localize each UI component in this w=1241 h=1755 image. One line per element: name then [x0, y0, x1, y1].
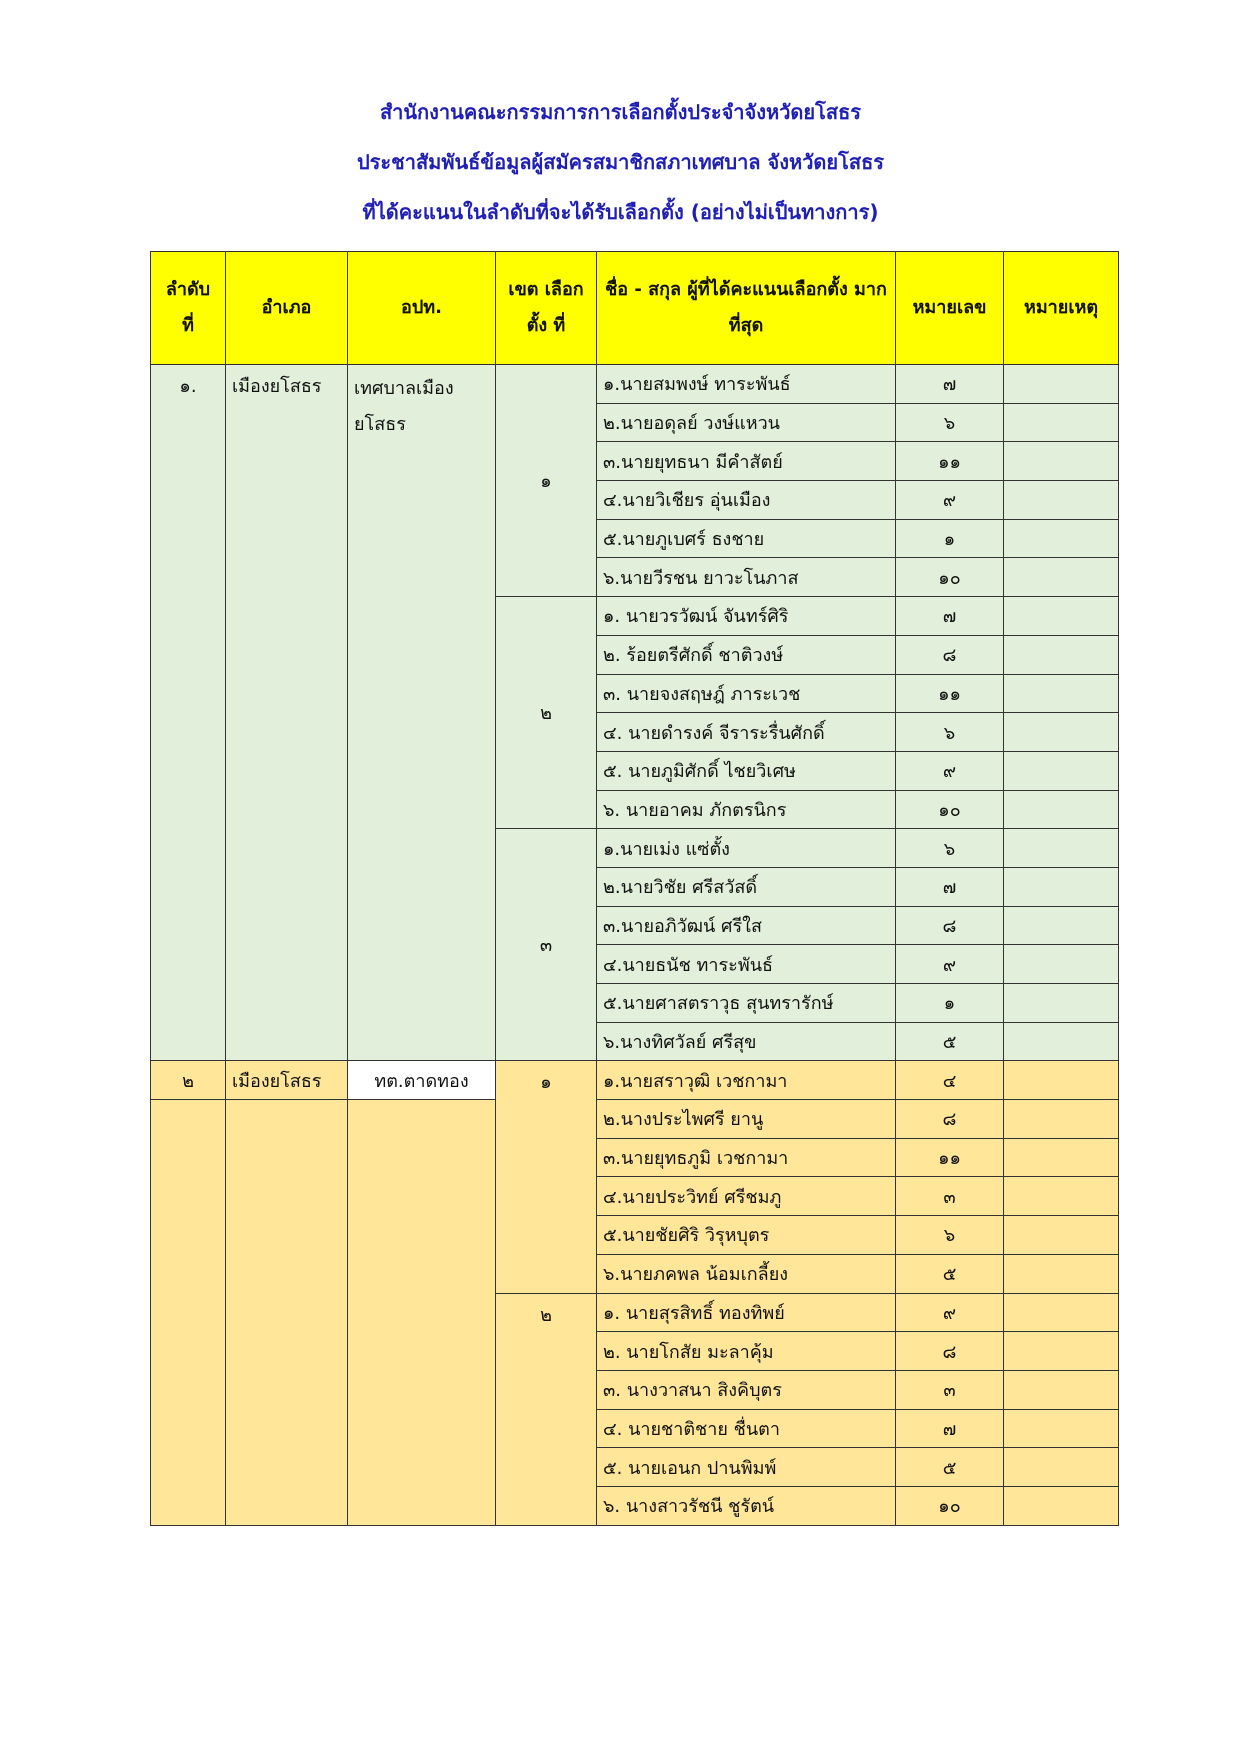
candidate-number: ๕	[896, 1022, 1004, 1061]
candidate-name: ๑.นายสมพงษ์ ทาระพันธ์	[597, 365, 896, 404]
candidate-name: ๓. นางวาสนา สิงคิบุตร	[597, 1370, 896, 1409]
amphoe-cell: เมืองยโสธร	[226, 1061, 348, 1100]
remark-cell	[1004, 635, 1119, 674]
candidate-name: ๕.นายศาสตราวุธ สุนทรารักษ์	[597, 984, 896, 1023]
candidate-number: ๘	[896, 635, 1004, 674]
remark-cell	[1004, 1100, 1119, 1139]
remark-cell	[1004, 1409, 1119, 1448]
candidate-number: ๕	[896, 1254, 1004, 1293]
candidate-name: ๔. นายดำรงค์ จีราระรื่นศักดิ์	[597, 713, 896, 752]
remark-cell	[1004, 442, 1119, 481]
remark-cell	[1004, 906, 1119, 945]
remark-cell	[1004, 1332, 1119, 1371]
header-line-3: ที่ได้คะแนนในลำดับที่จะได้รับเลือกตั้ง (อย่างไม่เป็นทางการ)	[362, 200, 879, 224]
remark-cell	[1004, 1061, 1119, 1100]
order-cell-blank	[151, 1100, 226, 1526]
remark-cell	[1004, 597, 1119, 636]
opt-cell-blank	[348, 1100, 496, 1526]
candidate-name: ๖. นางสาวรัชนี ชูรัตน์	[597, 1486, 896, 1525]
candidate-name: ๔.นายประวิทย์ ศรีชมภู	[597, 1177, 896, 1216]
remark-cell	[1004, 1022, 1119, 1061]
candidate-name: ๑.นายเม่ง แซ่ตั้ง	[597, 829, 896, 868]
remark-cell	[1004, 403, 1119, 442]
remark-cell	[1004, 1448, 1119, 1487]
candidate-number: ๑๐	[896, 558, 1004, 597]
col-name: ชื่อ - สกุล ผู้ที่ได้คะแนนเลือกตั้ง มากที่สุด	[597, 252, 896, 365]
col-remark: หมายเหตุ	[1004, 252, 1119, 365]
opt-cell: ทต.ตาดทอง	[348, 1061, 496, 1100]
candidate-number: ๗	[896, 365, 1004, 404]
candidate-number: ๙	[896, 945, 1004, 984]
candidate-name: ๓.นายยุทธนา มีคำสัตย์	[597, 442, 896, 481]
order-cell: ๒	[151, 1061, 226, 1100]
results-table	[150, 251, 1119, 1526]
remark-cell	[1004, 1293, 1119, 1332]
remark-cell	[1004, 945, 1119, 984]
col-opt: อปท.	[348, 252, 496, 365]
remark-cell	[1004, 1254, 1119, 1293]
remark-cell	[1004, 1177, 1119, 1216]
candidate-number: ๘	[896, 1332, 1004, 1371]
zone-cell: ๒	[496, 597, 597, 829]
candidate-number: ๕	[896, 1448, 1004, 1487]
col-number: หมายเลข	[896, 252, 1004, 365]
candidate-name: ๔.นายวิเชียร อุ่นเมือง	[597, 481, 896, 520]
candidate-name: ๒. ร้อยตรีศักดิ์ ชาติวงษ์	[597, 635, 896, 674]
table-row	[151, 365, 1119, 404]
candidate-name: ๓.นายยุทธภูมิ เวชกามา	[597, 1138, 896, 1177]
candidate-number: ๗	[896, 1409, 1004, 1448]
candidate-name: ๖. นายอาคม ภักตรนิกร	[597, 790, 896, 829]
remark-cell	[1004, 984, 1119, 1023]
col-zone: เขต เลือกตั้ง ที่	[496, 252, 597, 365]
candidate-number: ๑	[896, 984, 1004, 1023]
order-cell: ๑.	[151, 365, 226, 1061]
remark-cell	[1004, 790, 1119, 829]
candidate-number: ๖	[896, 829, 1004, 868]
candidate-number: ๔	[896, 1061, 1004, 1100]
candidate-name: ๕.นายภูเบศร์ ธงชาย	[597, 519, 896, 558]
header-line-1: สำนักงานคณะกรรมการการเลือกตั้งประจำจังหวัดยโสธร	[379, 100, 862, 124]
candidate-name: ๔. นายชาติชาย ชื่นตา	[597, 1409, 896, 1448]
col-amphoe: อำเภอ	[226, 252, 348, 365]
remark-cell	[1004, 1138, 1119, 1177]
candidate-number: ๑๐	[896, 790, 1004, 829]
candidate-number: ๗	[896, 597, 1004, 636]
candidate-number: ๑๑	[896, 442, 1004, 481]
candidate-name: ๖.นายวีรชน ยาวะโนภาส	[597, 558, 896, 597]
zone-cell: ๑	[496, 1061, 597, 1293]
zone-cell: ๑	[496, 365, 597, 597]
candidate-number: ๗	[896, 867, 1004, 906]
remark-cell	[1004, 1370, 1119, 1409]
zone-cell: ๓	[496, 829, 597, 1061]
candidate-name: ๒. นายโกสัย มะลาคุ้ม	[597, 1332, 896, 1371]
candidate-number: ๙	[896, 751, 1004, 790]
candidate-number: ๘	[896, 1100, 1004, 1139]
candidate-name: ๑. นายสุรสิทธิ์ ทองทิพย์	[597, 1293, 896, 1332]
remark-cell	[1004, 519, 1119, 558]
candidate-name: ๔.นายธนัช ทาระพันธ์	[597, 945, 896, 984]
candidate-name: ๒.นายวิชัย ศรีสวัสดิ์	[597, 867, 896, 906]
candidate-name: ๕. นายภูมิศักดิ์ ไชยวิเศษ	[597, 751, 896, 790]
candidate-name: ๒.นายอดุลย์ วงษ์แหวน	[597, 403, 896, 442]
table-header-row	[151, 252, 1119, 365]
candidate-name: ๖.นางทิศวัลย์ ศรีสุข	[597, 1022, 896, 1061]
candidate-number: ๓	[896, 1370, 1004, 1409]
remark-cell	[1004, 713, 1119, 752]
remark-cell	[1004, 674, 1119, 713]
table-row	[151, 1100, 1119, 1139]
candidate-name: ๑. นายวรวัฒน์ จันทร์ศิริ	[597, 597, 896, 636]
remark-cell	[1004, 867, 1119, 906]
candidate-name: ๒.นางประไพศรี ยานู	[597, 1100, 896, 1139]
candidate-number: ๑๑	[896, 1138, 1004, 1177]
table-row	[151, 1061, 1119, 1100]
candidate-number: ๘	[896, 906, 1004, 945]
remark-cell	[1004, 751, 1119, 790]
candidate-name: ๓. นายจงสฤษฎ์ ภาระเวช	[597, 674, 896, 713]
candidate-number: ๑๐	[896, 1486, 1004, 1525]
candidate-number: ๙	[896, 1293, 1004, 1332]
candidate-number: ๙	[896, 481, 1004, 520]
candidate-number: ๓	[896, 1177, 1004, 1216]
candidate-number: ๖	[896, 1216, 1004, 1255]
candidate-name: ๓.นายอภิวัฒน์ ศรีใส	[597, 906, 896, 945]
opt-cell: เทศบาลเมืองยโสธร	[348, 365, 496, 1061]
remark-cell	[1004, 829, 1119, 868]
amphoe-cell-blank	[226, 1100, 348, 1526]
candidate-number: ๖	[896, 403, 1004, 442]
header-line-2: ประชาสัมพันธ์ข้อมูลผู้สมัครสมาชิกสภาเทศบาล จังหวัดยโสธร	[356, 150, 885, 174]
candidate-name: ๖.นายภคพล น้อมเกลี้ยง	[597, 1254, 896, 1293]
candidate-name: ๕. นายเอนก ปานพิมพ์	[597, 1448, 896, 1487]
candidate-name: ๑.นายสราวุฒิ เวชกามา	[597, 1061, 896, 1100]
col-order: ลำดับ ที่	[151, 252, 226, 365]
candidate-name: ๕.นายชัยศิริ วิรุหบุตร	[597, 1216, 896, 1255]
remark-cell	[1004, 1486, 1119, 1525]
candidate-number: ๖	[896, 713, 1004, 752]
remark-cell	[1004, 481, 1119, 520]
zone-cell: ๒	[496, 1293, 597, 1525]
remark-cell	[1004, 558, 1119, 597]
remark-cell	[1004, 1216, 1119, 1255]
remark-cell	[1004, 365, 1119, 404]
candidate-number: ๑	[896, 519, 1004, 558]
amphoe-cell: เมืองยโสธร	[226, 365, 348, 1061]
candidate-number: ๑๑	[896, 674, 1004, 713]
